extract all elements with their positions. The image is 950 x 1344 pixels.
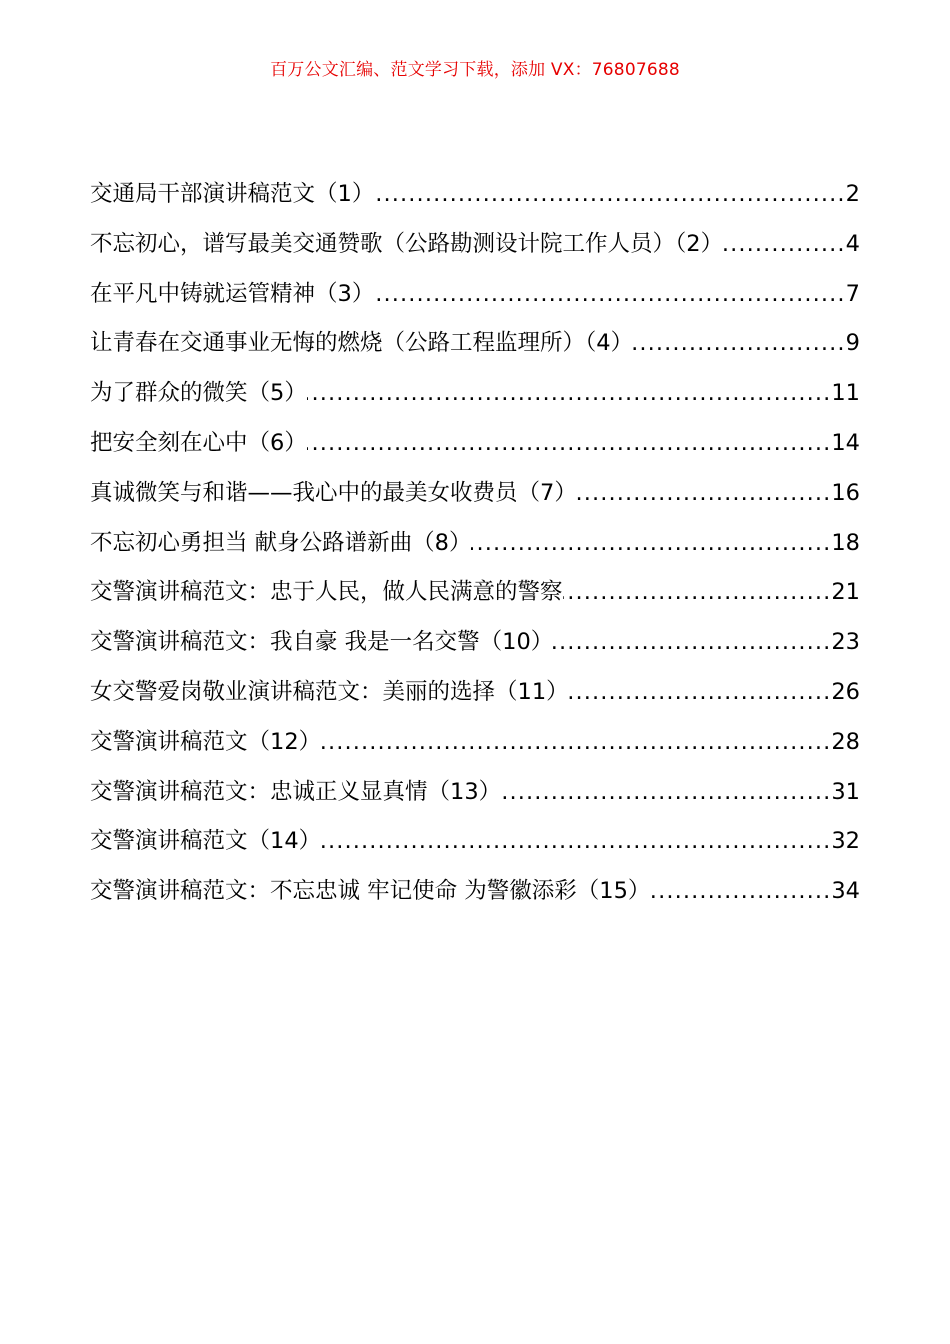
toc-entry-page: 2 — [845, 181, 860, 207]
toc-entry-title: 交警演讲稿范文：忠于人民，做人民满意的警察 — [90, 579, 563, 606]
table-of-contents — [90, 174, 860, 921]
toc-entry-title: 交警演讲稿范文：不忘忠诚 牢记使命 为警徽添彩（15） — [90, 878, 651, 905]
toc-entry-page: 34 — [831, 878, 860, 905]
toc-entry-page: 23 — [831, 629, 860, 656]
toc-entry-page: 7 — [845, 280, 860, 307]
toc-leader-dots — [577, 473, 832, 513]
toc-entry[interactable] — [90, 672, 860, 722]
toc-leader-dots — [471, 523, 831, 563]
toc-entry[interactable] — [90, 772, 860, 822]
toc-leader-dots — [553, 622, 831, 662]
toc-leader-dots — [569, 672, 832, 712]
toc-entry[interactable] — [90, 722, 860, 772]
toc-entry[interactable] — [90, 174, 860, 224]
toc-entry-page: 4 — [845, 230, 860, 257]
toc-entry-title: 真诚微笑与和谐——我心中的最美女收费员（7） — [90, 479, 577, 506]
toc-leader-dots — [374, 174, 845, 214]
toc-entry-title: 交通局干部演讲稿范文（1） — [90, 181, 375, 207]
toc-leader-dots — [307, 373, 832, 413]
toc-entry-page: 16 — [831, 479, 860, 506]
toc-entry-title: 交警演讲稿范文：忠诚正义显真情（13） — [90, 778, 502, 805]
toc-leader-dots — [307, 423, 832, 463]
toc-leader-dots — [321, 821, 831, 861]
toc-entry[interactable] — [90, 473, 860, 523]
toc-leader-dots — [633, 323, 846, 363]
toc-entry-page: 26 — [831, 678, 860, 705]
toc-leader-dots — [650, 871, 831, 911]
toc-entry[interactable] — [90, 373, 860, 423]
toc-leader-dots — [723, 224, 846, 264]
toc-entry-title: 交警演讲稿范文（12） — [90, 728, 322, 755]
toc-entry-title: 不忘初心勇担当 献身公路谱新曲（8） — [90, 529, 472, 556]
toc-entry-title: 交警演讲稿范文：我自豪 我是一名交警（10） — [90, 629, 554, 656]
toc-entry-title: 把安全刻在心中（6） — [90, 429, 307, 456]
toc-entry-title: 交警演讲稿范文（14） — [90, 828, 322, 855]
toc-entry-title: 让青春在交通事业无悔的燃烧（公路工程监理所）（4） — [90, 330, 634, 357]
toc-entry[interactable] — [90, 274, 860, 324]
toc-entry[interactable] — [90, 622, 860, 672]
toc-entry-page: 28 — [831, 728, 860, 755]
toc-entry[interactable] — [90, 871, 860, 921]
toc-entry[interactable] — [90, 323, 860, 373]
toc-leader-dots — [374, 274, 845, 314]
toc-entry-page: 21 — [831, 579, 860, 606]
toc-entry[interactable] — [90, 523, 860, 573]
toc-entry-page: 31 — [831, 778, 860, 805]
toc-entry-title: 在平凡中铸就运管精神（3） — [90, 280, 375, 307]
toc-entry-title: 为了群众的微笑（5） — [90, 380, 307, 407]
toc-entry[interactable] — [90, 423, 860, 473]
toc-leader-dots — [501, 772, 831, 812]
toc-entry-page: 9 — [845, 330, 860, 357]
toc-entry-page: 11 — [831, 380, 860, 407]
toc-entry[interactable] — [90, 821, 860, 871]
toc-entry-title: 女交警爱岗敬业演讲稿范文：美丽的选择（11） — [90, 678, 569, 705]
toc-entry-page: 32 — [831, 828, 860, 855]
toc-leader-dots — [563, 572, 832, 612]
toc-entry[interactable] — [90, 572, 860, 622]
watermark-header: 百万公文汇编、范文学习下载，添加 VX：76807688 — [270, 60, 680, 80]
toc-entry[interactable] — [90, 224, 860, 274]
toc-leader-dots — [321, 722, 831, 762]
toc-entry-title: 不忘初心，谱写最美交通赞歌（公路勘测设计院工作人员）（2） — [90, 230, 724, 257]
toc-entry-page: 18 — [831, 529, 860, 556]
toc-entry-page: 14 — [831, 429, 860, 456]
